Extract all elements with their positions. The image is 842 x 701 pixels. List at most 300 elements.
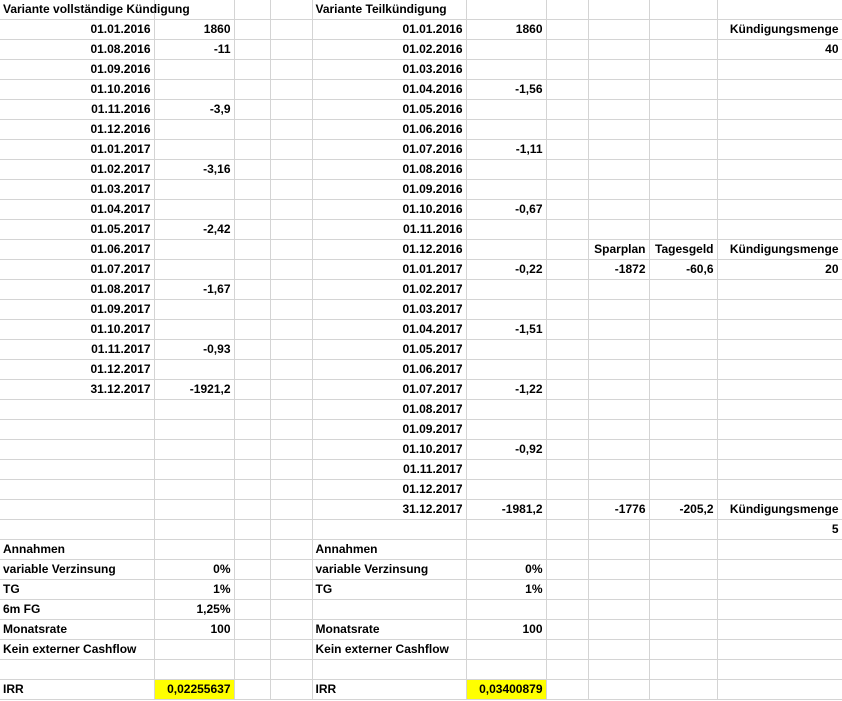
cell-r32-c7[interactable] [546,620,588,640]
cell-r10-c5[interactable]: 01.09.2016 [312,180,466,200]
cell-r1-c9[interactable] [649,0,717,20]
cell-r32-c9[interactable] [649,620,717,640]
cell-r17-c4[interactable] [270,320,312,340]
cell-r25-c10[interactable] [717,480,842,500]
cell-r10-c10[interactable] [717,180,842,200]
cell-r25-c2[interactable] [154,480,234,500]
cell-r26-c3[interactable] [234,500,270,520]
cell-r15-c9[interactable] [649,280,717,300]
cell-r26-c1[interactable] [0,500,154,520]
cell-r14-c3[interactable] [234,260,270,280]
cell-r15-c8[interactable] [588,280,649,300]
cell-r3-c6[interactable] [466,40,546,60]
cell-r17-c2[interactable] [154,320,234,340]
cell-r16-c9[interactable] [649,300,717,320]
cell-r1-c10[interactable] [717,0,842,20]
cell-r19-c10[interactable] [717,360,842,380]
cell-r15-c7[interactable] [546,280,588,300]
cell-r26-c2[interactable] [154,500,234,520]
cell-r4-c9[interactable] [649,60,717,80]
cell-r8-c6[interactable]: -1,11 [466,140,546,160]
cell-r21-c9[interactable] [649,400,717,420]
cell-r13-c8[interactable]: Sparplan [588,240,649,260]
cell-r20-c7[interactable] [546,380,588,400]
cell-r8-c10[interactable] [717,140,842,160]
cell-r21-c3[interactable] [234,400,270,420]
cell-r24-c3[interactable] [234,460,270,480]
cell-r21-c8[interactable] [588,400,649,420]
cell-r14-c9[interactable]: -60,6 [649,260,717,280]
cell-r7-c5[interactable]: 01.06.2016 [312,120,466,140]
cell-r6-c6[interactable] [466,100,546,120]
cell-r2-c1[interactable]: 01.01.2016 [0,20,154,40]
cell-r34-c6[interactable] [466,660,546,680]
cell-r3-c3[interactable] [234,40,270,60]
cell-r22-c7[interactable] [546,420,588,440]
cell-r25-c3[interactable] [234,480,270,500]
cell-r20-c5[interactable]: 01.07.2017 [312,380,466,400]
cell-r9-c2[interactable]: -3,16 [154,160,234,180]
cell-r20-c1[interactable]: 31.12.2017 [0,380,154,400]
cell-r17-c10[interactable] [717,320,842,340]
cell-r10-c4[interactable] [270,180,312,200]
cell-r35-c5[interactable]: IRR [312,680,466,700]
cell-r6-c2[interactable]: -3,9 [154,100,234,120]
cell-r32-c10[interactable] [717,620,842,640]
cell-r32-c1[interactable]: Monatsrate [0,620,154,640]
cell-r10-c9[interactable] [649,180,717,200]
cell-r26-c5[interactable]: 31.12.2017 [312,500,466,520]
cell-r15-c2[interactable]: -1,67 [154,280,234,300]
cell-r18-c8[interactable] [588,340,649,360]
cell-r23-c9[interactable] [649,440,717,460]
cell-r33-c6[interactable] [466,640,546,660]
cell-r25-c8[interactable] [588,480,649,500]
cell-r18-c10[interactable] [717,340,842,360]
cell-r19-c7[interactable] [546,360,588,380]
cell-r8-c8[interactable] [588,140,649,160]
cell-r4-c7[interactable] [546,60,588,80]
cell-r28-c10[interactable] [717,540,842,560]
cell-r1-c7[interactable] [546,0,588,20]
cell-r16-c8[interactable] [588,300,649,320]
cell-r23-c2[interactable] [154,440,234,460]
cell-r1-c6[interactable] [466,0,546,20]
cell-r7-c9[interactable] [649,120,717,140]
cell-r21-c5[interactable]: 01.08.2017 [312,400,466,420]
cell-r9-c10[interactable] [717,160,842,180]
cell-r26-c8[interactable]: -1776 [588,500,649,520]
cell-r6-c10[interactable] [717,100,842,120]
cell-r17-c3[interactable] [234,320,270,340]
cell-r13-c5[interactable]: 01.12.2016 [312,240,466,260]
cell-r2-c9[interactable] [649,20,717,40]
cell-r33-c5[interactable]: Kein externer Cashflow [312,640,466,660]
cell-r22-c4[interactable] [270,420,312,440]
cell-r3-c9[interactable] [649,40,717,60]
cell-r24-c5[interactable]: 01.11.2017 [312,460,466,480]
cell-r30-c5[interactable]: TG [312,580,466,600]
cell-r14-c4[interactable] [270,260,312,280]
cell-r22-c9[interactable] [649,420,717,440]
cell-r28-c5[interactable]: Annahmen [312,540,466,560]
cell-r19-c3[interactable] [234,360,270,380]
cell-r9-c1[interactable]: 01.02.2017 [0,160,154,180]
cell-r20-c10[interactable] [717,380,842,400]
cell-r16-c3[interactable] [234,300,270,320]
cell-r3-c10[interactable]: 40 [717,40,842,60]
cell-r22-c8[interactable] [588,420,649,440]
cell-r4-c8[interactable] [588,60,649,80]
cell-r3-c8[interactable] [588,40,649,60]
cell-r13-c1[interactable]: 01.06.2017 [0,240,154,260]
cell-r17-c9[interactable] [649,320,717,340]
cell-r9-c4[interactable] [270,160,312,180]
cell-r8-c9[interactable] [649,140,717,160]
cell-r31-c9[interactable] [649,600,717,620]
cell-r34-c10[interactable] [717,660,842,680]
cell-r19-c2[interactable] [154,360,234,380]
cell-r13-c2[interactable] [154,240,234,260]
cell-r23-c8[interactable] [588,440,649,460]
irr-value-full[interactable]: 0,02255637 [154,680,234,700]
cell-r32-c5[interactable]: Monatsrate [312,620,466,640]
cell-r14-c6[interactable]: -0,22 [466,260,546,280]
cell-r1-c4[interactable] [270,0,312,20]
cell-r18-c3[interactable] [234,340,270,360]
cell-r4-c4[interactable] [270,60,312,80]
cell-r19-c6[interactable] [466,360,546,380]
cell-r30-c6[interactable]: 1% [466,580,546,600]
cell-r31-c7[interactable] [546,600,588,620]
cell-r27-c6[interactable] [466,520,546,540]
cell-r8-c5[interactable]: 01.07.2016 [312,140,466,160]
cell-r23-c5[interactable]: 01.10.2017 [312,440,466,460]
cell-r16-c2[interactable] [154,300,234,320]
cell-r21-c2[interactable] [154,400,234,420]
cell-r34-c4[interactable] [270,660,312,680]
cell-r23-c7[interactable] [546,440,588,460]
cell-r2-c7[interactable] [546,20,588,40]
cell-r29-c4[interactable] [270,560,312,580]
cell-r7-c1[interactable]: 01.12.2016 [0,120,154,140]
cell-r22-c3[interactable] [234,420,270,440]
cell-r30-c1[interactable]: TG [0,580,154,600]
cell-r13-c10[interactable]: Kündigungsmenge [717,240,842,260]
cell-r9-c9[interactable] [649,160,717,180]
cell-r33-c2[interactable] [154,640,234,660]
cell-r24-c10[interactable] [717,460,842,480]
cell-r28-c1[interactable]: Annahmen [0,540,154,560]
cell-r4-c1[interactable]: 01.09.2016 [0,60,154,80]
cell-r2-c4[interactable] [270,20,312,40]
cell-r5-c7[interactable] [546,80,588,100]
cell-r15-c5[interactable]: 01.02.2017 [312,280,466,300]
cell-r12-c4[interactable] [270,220,312,240]
cell-r12-c5[interactable]: 01.11.2016 [312,220,466,240]
cell-r28-c9[interactable] [649,540,717,560]
cell-r15-c10[interactable] [717,280,842,300]
cell-r13-c9[interactable]: Tagesgeld [649,240,717,260]
cell-r27-c10[interactable]: 5 [717,520,842,540]
cell-r18-c4[interactable] [270,340,312,360]
cell-r11-c8[interactable] [588,200,649,220]
cell-r16-c1[interactable]: 01.09.2017 [0,300,154,320]
cell-r29-c2[interactable]: 0% [154,560,234,580]
cell-r11-c1[interactable]: 01.04.2017 [0,200,154,220]
cell-r18-c5[interactable]: 01.05.2017 [312,340,466,360]
cell-r29-c10[interactable] [717,560,842,580]
cell-r25-c9[interactable] [649,480,717,500]
cell-r31-c6[interactable] [466,600,546,620]
cell-r8-c7[interactable] [546,140,588,160]
cell-r16-c6[interactable] [466,300,546,320]
cell-r6-c9[interactable] [649,100,717,120]
cell-r17-c1[interactable]: 01.10.2017 [0,320,154,340]
cell-r2-c2[interactable]: 1860 [154,20,234,40]
cell-r3-c1[interactable]: 01.08.2016 [0,40,154,60]
cell-r13-c7[interactable] [546,240,588,260]
cell-r20-c3[interactable] [234,380,270,400]
cell-r20-c9[interactable] [649,380,717,400]
cell-r35-c1[interactable]: IRR [0,680,154,700]
cell-r31-c10[interactable] [717,600,842,620]
cell-r7-c7[interactable] [546,120,588,140]
cell-r5-c1[interactable]: 01.10.2016 [0,80,154,100]
cell-r30-c2[interactable]: 1% [154,580,234,600]
cell-r17-c8[interactable] [588,320,649,340]
cell-r27-c4[interactable] [270,520,312,540]
cell-r2-c8[interactable] [588,20,649,40]
cell-r33-c1[interactable]: Kein externer Cashflow [0,640,154,660]
cell-r16-c4[interactable] [270,300,312,320]
cell-r28-c2[interactable] [154,540,234,560]
cell-r25-c7[interactable] [546,480,588,500]
cell-r31-c4[interactable] [270,600,312,620]
cell-r15-c1[interactable]: 01.08.2017 [0,280,154,300]
cell-r20-c4[interactable] [270,380,312,400]
cell-r8-c3[interactable] [234,140,270,160]
cell-r9-c3[interactable] [234,160,270,180]
cell-r19-c8[interactable] [588,360,649,380]
cell-r30-c4[interactable] [270,580,312,600]
cell-r34-c8[interactable] [588,660,649,680]
cell-r27-c7[interactable] [546,520,588,540]
cell-r17-c7[interactable] [546,320,588,340]
cell-r30-c8[interactable] [588,580,649,600]
cell-r10-c2[interactable] [154,180,234,200]
cell-r21-c7[interactable] [546,400,588,420]
cell-r18-c1[interactable]: 01.11.2017 [0,340,154,360]
cell-r35-c7[interactable] [546,680,588,700]
cell-r34-c1[interactable] [0,660,154,680]
cell-r4-c2[interactable] [154,60,234,80]
cell-r10-c8[interactable] [588,180,649,200]
cell-r33-c3[interactable] [234,640,270,660]
cell-r18-c2[interactable]: -0,93 [154,340,234,360]
cell-r33-c10[interactable] [717,640,842,660]
cell-r25-c5[interactable]: 01.12.2017 [312,480,466,500]
cell-r34-c5[interactable] [312,660,466,680]
cell-r19-c9[interactable] [649,360,717,380]
cell-r3-c4[interactable] [270,40,312,60]
cell-r30-c10[interactable] [717,580,842,600]
cell-r6-c1[interactable]: 01.11.2016 [0,100,154,120]
cell-r1-c8[interactable] [588,0,649,20]
cell-r2-c3[interactable] [234,20,270,40]
cell-r11-c2[interactable] [154,200,234,220]
cell-r15-c6[interactable] [466,280,546,300]
cell-r34-c9[interactable] [649,660,717,680]
cell-r13-c3[interactable] [234,240,270,260]
cell-r30-c3[interactable] [234,580,270,600]
cell-r4-c6[interactable] [466,60,546,80]
cell-r23-c1[interactable] [0,440,154,460]
cell-r21-c10[interactable] [717,400,842,420]
cell-r32-c3[interactable] [234,620,270,640]
cell-r5-c3[interactable] [234,80,270,100]
cell-r26-c9[interactable]: -205,2 [649,500,717,520]
cell-r14-c10[interactable]: 20 [717,260,842,280]
cell-r8-c1[interactable]: 01.01.2017 [0,140,154,160]
cell-r32-c8[interactable] [588,620,649,640]
cell-r4-c3[interactable] [234,60,270,80]
cell-r35-c10[interactable] [717,680,842,700]
cell-r27-c5[interactable] [312,520,466,540]
cell-r16-c10[interactable] [717,300,842,320]
cell-r23-c6[interactable]: -0,92 [466,440,546,460]
cell-r1-c3[interactable] [234,0,270,20]
cell-r23-c4[interactable] [270,440,312,460]
cell-r26-c4[interactable] [270,500,312,520]
cell-r11-c6[interactable]: -0,67 [466,200,546,220]
cell-r28-c3[interactable] [234,540,270,560]
cell-r5-c6[interactable]: -1,56 [466,80,546,100]
cell-r7-c10[interactable] [717,120,842,140]
cell-r19-c4[interactable] [270,360,312,380]
cell-r11-c10[interactable] [717,200,842,220]
cell-r22-c1[interactable] [0,420,154,440]
cell-r8-c2[interactable] [154,140,234,160]
cell-r22-c2[interactable] [154,420,234,440]
cell-r11-c3[interactable] [234,200,270,220]
cell-r31-c3[interactable] [234,600,270,620]
cell-r10-c6[interactable] [466,180,546,200]
cell-r28-c7[interactable] [546,540,588,560]
cell-r6-c8[interactable] [588,100,649,120]
cell-r5-c9[interactable] [649,80,717,100]
cell-r14-c5[interactable]: 01.01.2017 [312,260,466,280]
cell-r10-c1[interactable]: 01.03.2017 [0,180,154,200]
cell-r32-c6[interactable]: 100 [466,620,546,640]
cell-r33-c9[interactable] [649,640,717,660]
cell-r6-c3[interactable] [234,100,270,120]
cell-r14-c1[interactable]: 01.07.2017 [0,260,154,280]
cell-r28-c8[interactable] [588,540,649,560]
cell-r21-c1[interactable] [0,400,154,420]
cell-r12-c2[interactable]: -2,42 [154,220,234,240]
cell-r34-c7[interactable] [546,660,588,680]
cell-r29-c7[interactable] [546,560,588,580]
cell-r33-c7[interactable] [546,640,588,660]
irr-value-partial[interactable]: 0,03400879 [466,680,546,700]
cell-r27-c8[interactable] [588,520,649,540]
cell-r16-c5[interactable]: 01.03.2017 [312,300,466,320]
cell-r33-c8[interactable] [588,640,649,660]
cell-r25-c4[interactable] [270,480,312,500]
cell-r14-c7[interactable] [546,260,588,280]
cell-r6-c5[interactable]: 01.05.2016 [312,100,466,120]
cell-r24-c6[interactable] [466,460,546,480]
cell-r31-c1[interactable]: 6m FG [0,600,154,620]
cell-r27-c3[interactable] [234,520,270,540]
cell-r21-c6[interactable] [466,400,546,420]
cell-r15-c4[interactable] [270,280,312,300]
cell-r24-c4[interactable] [270,460,312,480]
cell-r17-c6[interactable]: -1,51 [466,320,546,340]
cell-r11-c7[interactable] [546,200,588,220]
cell-r9-c6[interactable] [466,160,546,180]
cell-r29-c6[interactable]: 0% [466,560,546,580]
cell-r29-c8[interactable] [588,560,649,580]
cell-r19-c5[interactable]: 01.06.2017 [312,360,466,380]
cell-r10-c3[interactable] [234,180,270,200]
cell-r30-c7[interactable] [546,580,588,600]
cell-r24-c8[interactable] [588,460,649,480]
cell-r7-c4[interactable] [270,120,312,140]
cell-r28-c6[interactable] [466,540,546,560]
cell-r18-c7[interactable] [546,340,588,360]
cell-r22-c6[interactable] [466,420,546,440]
cell-r29-c1[interactable]: variable Verzinsung [0,560,154,580]
cell-r3-c7[interactable] [546,40,588,60]
cell-r22-c5[interactable]: 01.09.2017 [312,420,466,440]
cell-r20-c6[interactable]: -1,22 [466,380,546,400]
cell-r5-c10[interactable] [717,80,842,100]
cell-r13-c6[interactable] [466,240,546,260]
cell-r3-c5[interactable]: 01.02.2016 [312,40,466,60]
cell-r24-c1[interactable] [0,460,154,480]
cell-r11-c9[interactable] [649,200,717,220]
cell-r16-c7[interactable] [546,300,588,320]
cell-r5-c2[interactable] [154,80,234,100]
cell-r7-c3[interactable] [234,120,270,140]
cell-r35-c3[interactable] [234,680,270,700]
cell-r23-c3[interactable] [234,440,270,460]
cell-r25-c1[interactable] [0,480,154,500]
cell-r24-c9[interactable] [649,460,717,480]
cell-r7-c2[interactable] [154,120,234,140]
cell-r17-c5[interactable]: 01.04.2017 [312,320,466,340]
cell-r12-c8[interactable] [588,220,649,240]
cell-r12-c1[interactable]: 01.05.2017 [0,220,154,240]
cell-r4-c10[interactable] [717,60,842,80]
cell-r6-c4[interactable] [270,100,312,120]
cell-r12-c3[interactable] [234,220,270,240]
cell-r34-c2[interactable] [154,660,234,680]
cell-r9-c8[interactable] [588,160,649,180]
cell-r4-c5[interactable]: 01.03.2016 [312,60,466,80]
cell-r24-c2[interactable] [154,460,234,480]
cell-r9-c5[interactable]: 01.08.2016 [312,160,466,180]
cell-r28-c4[interactable] [270,540,312,560]
cell-r12-c10[interactable] [717,220,842,240]
cell-r26-c10[interactable]: Kündigungsmenge [717,500,842,520]
cell-r5-c5[interactable]: 01.04.2016 [312,80,466,100]
cell-r27-c9[interactable] [649,520,717,540]
cell-r12-c7[interactable] [546,220,588,240]
cell-r29-c9[interactable] [649,560,717,580]
